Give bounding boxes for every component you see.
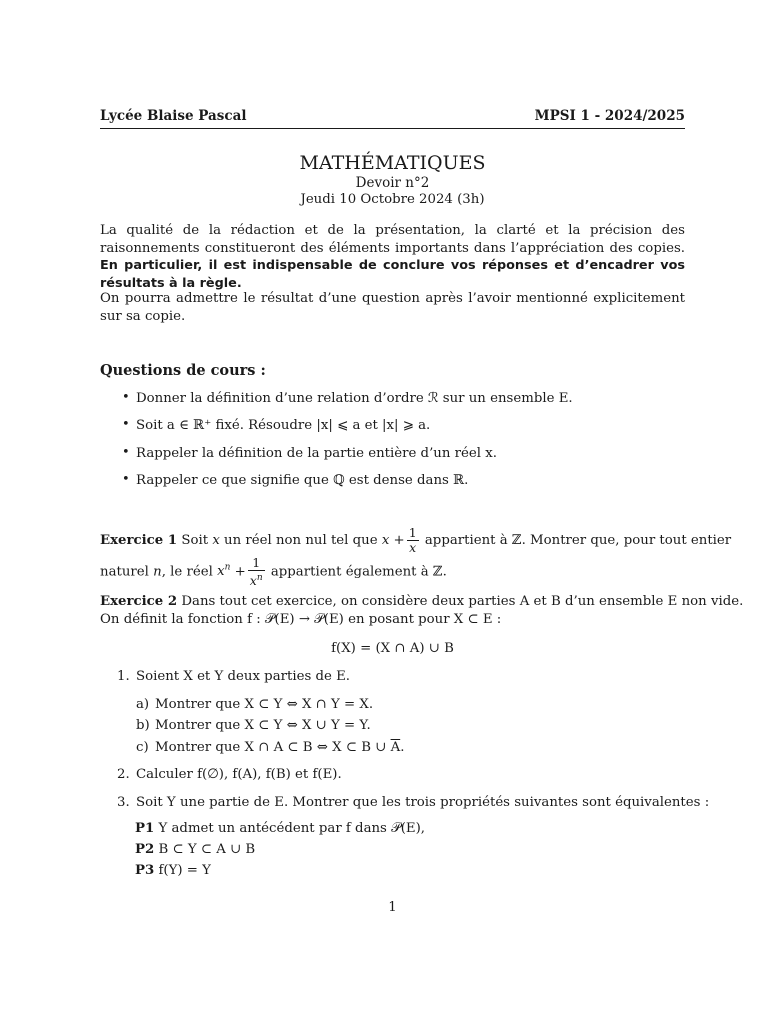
subject-title: MATHÉMATIQUES [299,152,486,174]
prop-text: B ⊂ Y ⊂ A ∪ B [158,842,256,857]
q-number: 3. [117,795,130,810]
admit-note: On pourra admettre le résultat d’une question après l’avoir mentionné explicitement sur sa copie. [100,291,685,324]
ex2-text: Dans tout cet exercice, on considère deux parties A et B d’un ensemble E non vide. [181,594,744,609]
exam-date: Jeudi 10 Octobre 2024 (3h) [300,192,485,207]
prop-label: P3 [135,863,155,878]
q1-text: Soient X et Y deux parties de E. [136,669,351,684]
cours-item: Rappeler ce que signifie que ℚ est dense dans ℝ. [136,473,469,488]
devoir-number: Devoir n°2 [355,175,430,191]
cours-heading: Questions de cours : [100,362,266,379]
ex1-text: appartient également à ℤ. [270,564,447,580]
bullet-icon: • [122,445,130,460]
intro-text: La qualité de la rédaction et de la présentation, la clarté et la précision des raisonnements constitueront des éléments importants dans l’appréciation des copies. [100,223,685,256]
q-letter: b) [136,718,150,733]
bullet-icon: • [122,472,130,487]
intro-paragraph [100,222,685,292]
fraction: $\frac{1}{x}$ [408,525,417,555]
q1a-text: Montrer que X ⊂ Y ⇔ X ∩ Y = X. [155,697,374,712]
prop-p1 [135,821,425,836]
prop-p3 [135,863,211,878]
q1c-main: Montrer que X ∩ A ⊂ B ⇔ X ⊂ B ∪ [155,740,387,755]
q-letter: a) [136,697,150,712]
page-number: 1 [388,900,397,915]
ex1-text: un réel non nul tel que [224,533,378,548]
q1b-text: Montrer que X ⊂ Y ⇔ X ∪ Y = Y. [155,718,371,733]
prop-text: Y admet un antécédent par f dans 𝒫(E), [158,821,425,836]
ex1-text: appartient à ℤ. Montrer que, pour tout entier [424,533,732,548]
ex2-formula: f(X) = (X ∩ A) ∪ B [331,641,454,656]
q2-text: Calculer f(∅), f(A), f(B) et f(E). [136,767,342,782]
header-rule [100,128,685,129]
bullet-icon: • [122,417,130,432]
ex2-line1 [100,594,743,609]
cours-item: Rappeler la définition de la partie entière d’un réel x. [136,446,497,461]
ex1-line1: Exercice 1 Soit x un réel non nul tel que x + $\frac{1}{x}$ appartient à ℤ. Montrer que, pour tout entier [100,525,732,555]
prop-label: P1 [135,821,155,836]
ex2-line2: On définit la fonction f : 𝒫(E) → 𝒫(E) en posant pour X ⊂ E : [100,612,502,627]
prop-label: P2 [135,842,155,857]
ex2-label: Exercice 2 [100,594,178,609]
prop-text: f(Y) = Y [158,863,211,878]
class-year: MPSI 1 - 2024/2025 [534,108,685,124]
complement-A: $\overline{A}$ [390,740,401,755]
q3-text: Soit Y une partie de E. Montrer que les trois propriétés suivantes sont équivalentes : [136,795,710,810]
q-letter: c) [136,740,149,755]
q-number: 2. [117,767,130,782]
fraction: $\frac{1}{x^n}$ [249,554,263,588]
ex1-text: Soit [181,533,209,548]
cours-item: Soit a ∈ ℝ⁺ fixé. Résoudre |x| ⩽ a et |x| ⩾ a. [136,418,431,433]
q1c-text [155,740,404,755]
bullet-icon: • [122,390,130,405]
intro-bold: En particulier, il est indispensable de conclure vos réponses et d’encadrer vos résultats à la règle. [100,258,685,291]
q-number: 1. [117,669,130,684]
prop-p2 [135,842,255,857]
cours-item: Donner la définition d’une relation d’ordre ℛ sur un ensemble E. [136,391,573,406]
q1c-end: . [400,740,405,755]
ex1-label: Exercice 1 [100,533,178,548]
ex1-text: naturel [100,564,149,580]
ex1-line2: naturel n, le réel $x^n$ + $\frac{1}{x^n}$ appartient également à ℤ. [100,554,447,588]
school-name: Lycée Blaise Pascal [100,108,247,124]
ex1-text: , le réel [161,564,213,580]
